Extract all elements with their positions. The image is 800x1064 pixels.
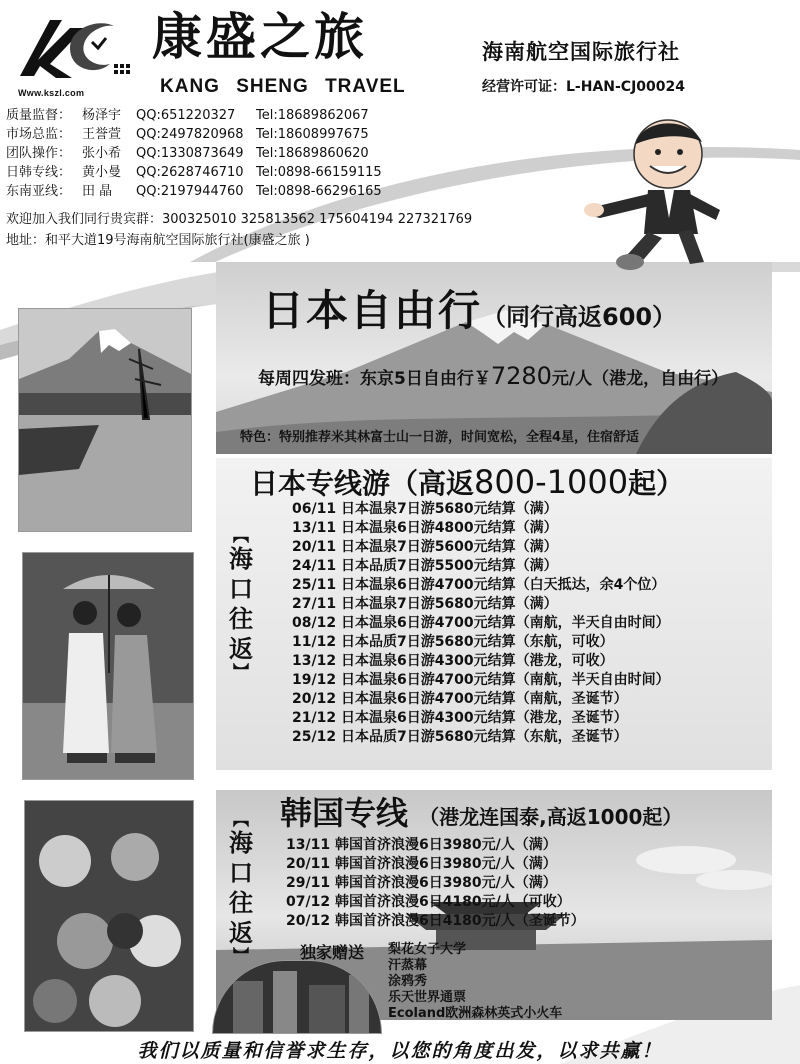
japan-free-title <box>262 278 676 338</box>
contact-row <box>6 125 382 144</box>
logo-url: Www.kszl.com <box>18 88 85 98</box>
contact-row <box>6 144 382 163</box>
contact-qq: QQ:651220327 <box>136 108 236 123</box>
contact-name: 王誉萱 <box>82 127 122 142</box>
japan-line-rebate: 800-1000 <box>474 463 629 501</box>
contact-row <box>6 106 382 125</box>
japan-free-price: 7280 <box>490 362 552 390</box>
badge-char: 返 <box>229 919 253 947</box>
list-item: 20/11 韩国首济浪漫6日3980元/人（满） <box>286 856 557 872</box>
contact-name: 田 晶 <box>82 184 113 199</box>
japan-line-title-end: 起） <box>628 467 685 500</box>
list-item: 汗蒸幕 <box>388 958 428 973</box>
contact-role: 质量监督： <box>6 108 72 123</box>
gift-list <box>388 942 562 1022</box>
contact-role: 市场总监： <box>6 127 72 142</box>
list-item: 25/11 日本温泉6日游4700元结算（白天抵达，余4个位） <box>292 577 666 593</box>
contact-row <box>6 163 382 182</box>
japan-free-unit: 元/人（港龙，自由行） <box>551 369 729 389</box>
korea-badge-text <box>226 828 256 948</box>
list-item: 21/12 日本温泉6日游4300元结算（港龙，圣诞节） <box>292 710 628 726</box>
contact-list <box>6 106 382 201</box>
brand-name-cn: 康盛之旅 <box>152 8 368 66</box>
list-item: 08/12 日本温泉6日游4700元结算（南航，半天自由时间） <box>292 615 670 631</box>
korea-haikou-badge <box>226 812 256 964</box>
list-item: 20/11 日本温泉7日游5600元结算（满） <box>292 539 558 555</box>
badge-char: 海 <box>229 829 253 857</box>
contact-tel: Tel:0898-66296165 <box>256 184 382 199</box>
list-item: 11/12 日本品质7日游5680元结算（东航，可收） <box>292 634 614 650</box>
contact-qq: QQ:2197944760 <box>136 184 244 199</box>
contact-name: 黄小曼 <box>82 165 122 180</box>
contact-tel: Tel:18689862067 <box>256 108 369 123</box>
list-item: 24/11 日本品质7日游5500元结算（满） <box>292 558 558 574</box>
contact-tel: Tel:18689860620 <box>256 146 369 161</box>
japan-trip-list <box>292 500 670 747</box>
badge-char: 往 <box>229 889 253 917</box>
contact-role: 东南亚线： <box>6 184 72 199</box>
japan-free-title-text: 日本自由行 <box>262 286 483 335</box>
list-item: 13/11 韩国首济浪漫6日3980元/人（满） <box>286 837 557 853</box>
gift-label: 独家赠送 <box>300 943 365 962</box>
japan-badge-text <box>226 544 256 664</box>
contact-role: 团队操作： <box>6 146 72 161</box>
license-number: 经营许可证：L-HAN-CJ00024 <box>482 79 685 95</box>
korea-line-subtitle: （港龙连国泰,高返1000起） <box>419 805 683 829</box>
contact-row <box>6 182 382 201</box>
korea-line-title <box>280 788 682 834</box>
list-item: 27/11 日本温泉7日游5680元结算（满） <box>292 596 558 612</box>
japan-haikou-badge <box>226 528 256 680</box>
list-item: 13/11 日本温泉6日游4800元结算（满） <box>292 520 558 536</box>
contact-tel: Tel:0898-66159115 <box>256 165 382 180</box>
list-item: 梨花女子大学 <box>388 942 467 957</box>
list-item: 20/12 日本温泉6日游4700元结算（南航，圣诞节） <box>292 691 628 707</box>
mascot-boy-icon <box>578 114 728 274</box>
list-item: 25/12 日本品质7日游5680元结算（东航，圣诞节） <box>292 729 628 745</box>
list-item: 19/12 日本温泉6日游4700元结算（南航，半天自由时间） <box>292 672 670 688</box>
japan-free-feature: 特色：特别推荐米其林富士山一日游，时间宽松，全程4星，住宿舒适 <box>240 430 640 445</box>
list-item: 06/11 日本温泉7日游5680元结算（满） <box>292 501 558 517</box>
bracket-bottom-icon: ︼ <box>232 662 249 681</box>
korea-line-title-text: 韩国专线 <box>280 794 409 832</box>
contact-tel: Tel:18608997675 <box>256 127 369 142</box>
company-logo <box>10 8 140 96</box>
korea-trip-list <box>286 836 585 931</box>
contact-name: 张小希 <box>82 146 122 161</box>
kangsheng-logo-icon <box>10 8 140 88</box>
badge-char: 海 <box>229 545 253 573</box>
list-item: 涂鸦秀 <box>388 974 428 989</box>
bracket-top-icon: ︻ <box>232 810 249 829</box>
japan-free-schedule <box>258 362 728 390</box>
list-item: 07/12 韩国首济浪漫6日4180元/人（可收） <box>286 894 571 910</box>
bracket-bottom-icon: ︼ <box>232 946 249 965</box>
teddy-bears-image <box>25 801 194 1032</box>
fuji-field-photo <box>18 308 192 532</box>
contact-name: 杨泽宇 <box>82 108 122 123</box>
bracket-top-icon: ︻ <box>232 526 249 545</box>
geisha-image <box>23 553 194 780</box>
list-item: 29/11 韩国首济浪漫6日3980元/人（满） <box>286 875 557 891</box>
contact-qq: QQ:1330873649 <box>136 146 244 161</box>
geisha-photo <box>22 552 194 780</box>
contact-qq: QQ:2497820968 <box>136 127 244 142</box>
brand-name-en: KANG SHENG TRAVEL <box>160 76 406 97</box>
badge-char: 返 <box>229 635 253 663</box>
contact-role: 日韩专线： <box>6 165 72 180</box>
address: 地址：和平大道19号海南航空国际旅行社(康盛之旅 ) <box>6 233 310 248</box>
japan-line-title <box>250 462 684 502</box>
contact-qq: QQ:2628746710 <box>136 165 244 180</box>
japan-line-title-text: 日本专线游（高返 <box>250 467 475 500</box>
badge-char: 口 <box>229 575 253 603</box>
vip-groups: 欢迎加入我们同行贵宾群：300325010 325813562 175604194 227321769 <box>6 212 473 227</box>
agency-name: 海南航空国际旅行社 <box>482 40 680 64</box>
fuji-field-image <box>19 309 192 532</box>
footer-slogan: 我们以质量和信誉求生存，以您的角度出发，以求共赢！ <box>137 1040 663 1062</box>
badge-char: 往 <box>229 605 253 633</box>
badge-char: 口 <box>229 859 253 887</box>
teddy-bears-photo <box>24 800 194 1032</box>
list-item: 13/12 日本温泉6日游4300元结算（港龙，可收） <box>292 653 614 669</box>
list-item: Ecoland欧洲森林英式小火车 <box>388 1006 563 1021</box>
list-item: 乐天世界通票 <box>388 990 467 1005</box>
japan-free-schedule-text: 每周四发班：东京5日自由行￥ <box>258 369 491 389</box>
japan-free-subtitle: （同行高返600） <box>482 303 677 331</box>
list-item: 20/12 韩国首济浪漫6日4180元/人（圣诞节） <box>286 913 585 929</box>
